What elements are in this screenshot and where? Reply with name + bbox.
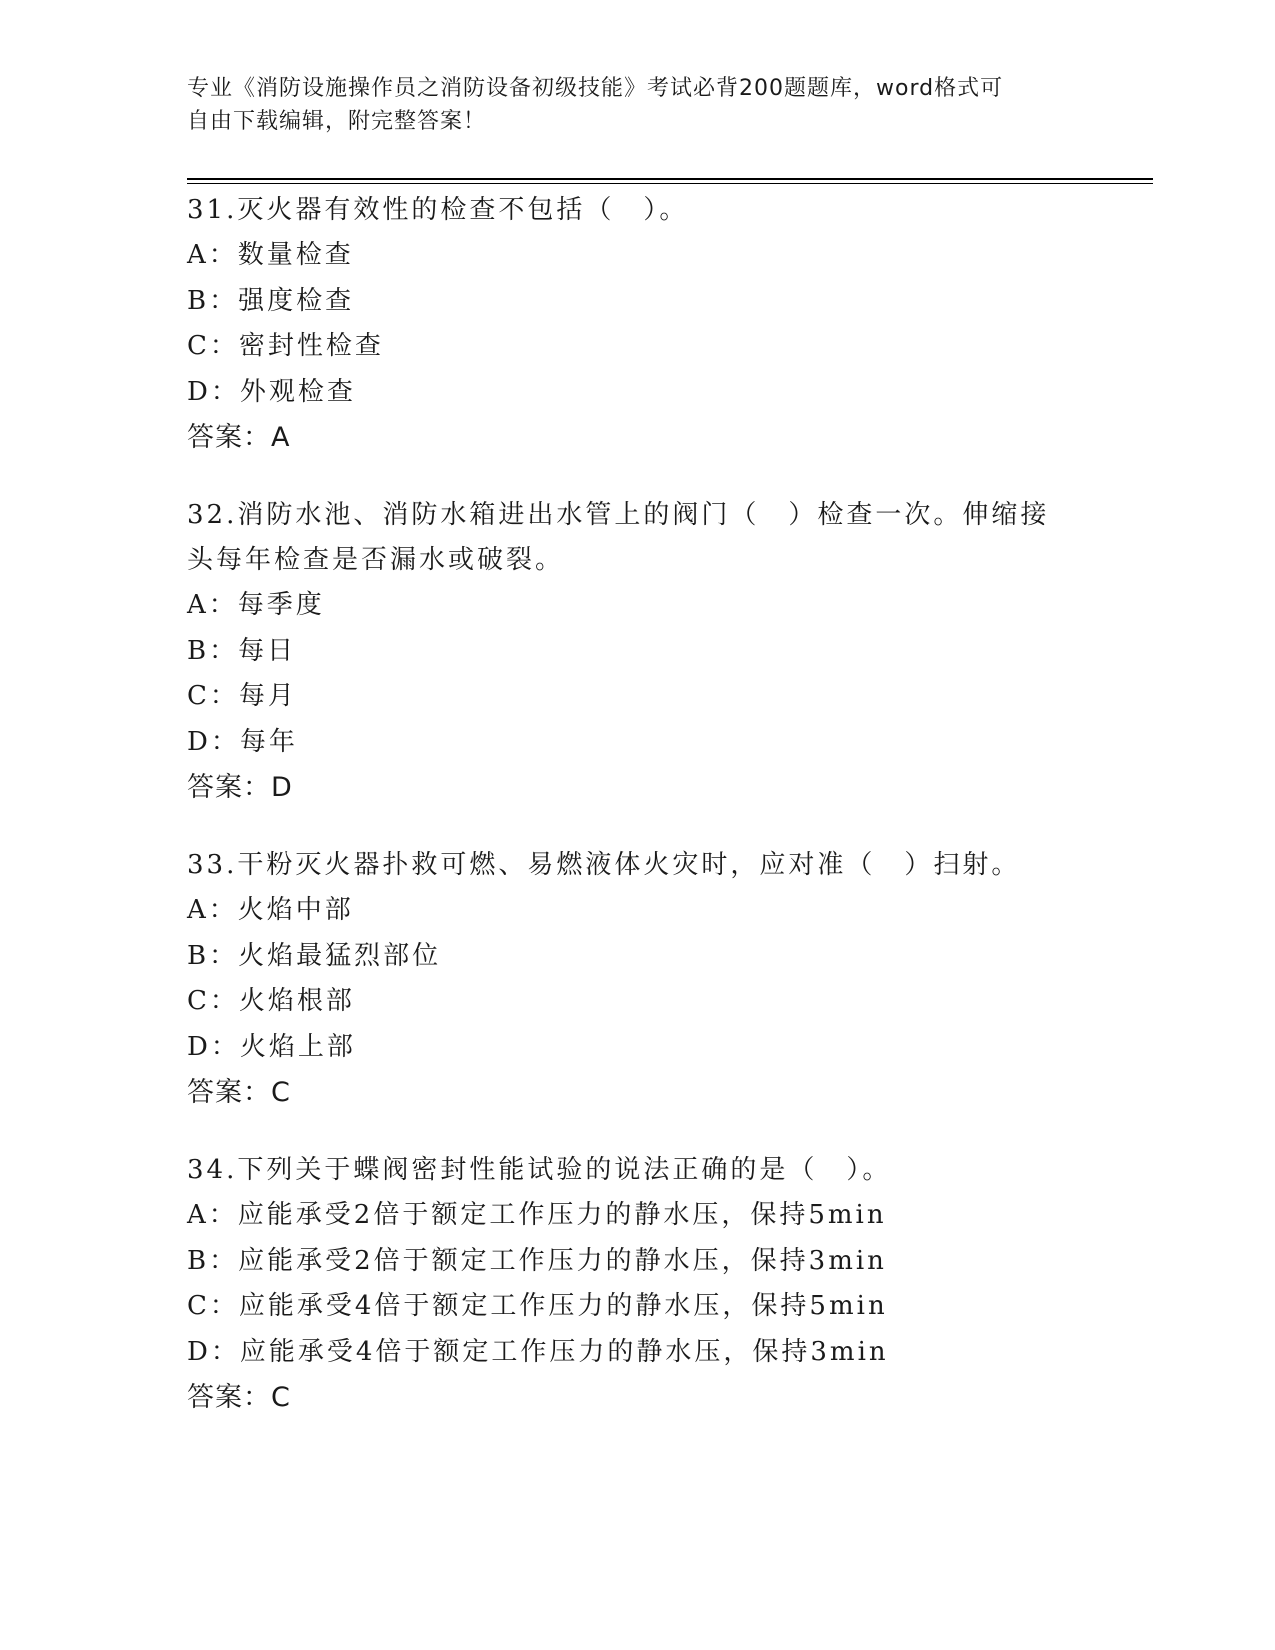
option-a: A：每季度 xyxy=(187,590,325,620)
option-a: A：应能承受2倍于额定工作压力的静水压，保持5min xyxy=(187,1200,887,1230)
question-stem: 32.消防水池、消防水箱进出水管上的阀门（ ）检查一次。伸缩接头每年检查是否漏水或破裂。 xyxy=(187,500,1050,575)
answer-text: 答案：C xyxy=(187,1382,291,1413)
question-34 xyxy=(187,1148,1153,1421)
option-d: D：每年 xyxy=(187,726,298,757)
answer-text: 答案：A xyxy=(187,422,291,453)
option-b: B：应能承受2倍于额定工作压力的静水压，保持3min xyxy=(187,1245,887,1276)
question-stem: 31.灭火器有效性的检查不包括（ ）。 xyxy=(187,195,689,225)
header-line-1: 专业《消防设施操作员之消防设备初级技能》考试必背200题题库，word格式可 xyxy=(187,76,1004,101)
option-a: A：火焰中部 xyxy=(187,895,354,925)
option-c: C：应能承受4倍于额定工作压力的静水压，保持5min xyxy=(187,1291,888,1321)
header-divider-thick xyxy=(187,178,1153,180)
option-c: C：每月 xyxy=(187,681,297,711)
document-header xyxy=(187,72,1067,138)
option-d: D：火焰上部 xyxy=(187,1031,356,1062)
question-list xyxy=(187,188,1153,1453)
option-b: B：火焰最猛烈部位 xyxy=(187,940,442,971)
option-d: D：应能承受4倍于额定工作压力的静水压，保持3min xyxy=(187,1336,889,1367)
answer-text: 答案：D xyxy=(187,772,293,803)
header-line-2: 自由下载编辑，附完整答案！ xyxy=(187,109,487,134)
option-b: B：强度检查 xyxy=(187,285,355,316)
question-stem: 33.干粉灭火器扑救可燃、易燃液体火灾时，应对准（ ）扫射。 xyxy=(187,850,1021,880)
option-c: C：密封性检查 xyxy=(187,331,384,361)
option-c: C：火焰根部 xyxy=(187,986,355,1016)
header-divider-thin xyxy=(187,183,1153,184)
answer-text: 答案：C xyxy=(187,1077,291,1108)
option-a: A：数量检查 xyxy=(187,240,354,270)
option-d: D：外观检查 xyxy=(187,376,356,407)
question-31 xyxy=(187,188,1153,461)
question-32 xyxy=(187,493,1153,811)
question-stem: 34.下列关于蝶阀密封性能试验的说法正确的是（ ）。 xyxy=(187,1155,892,1185)
question-33 xyxy=(187,843,1153,1116)
option-b: B：每日 xyxy=(187,635,297,666)
